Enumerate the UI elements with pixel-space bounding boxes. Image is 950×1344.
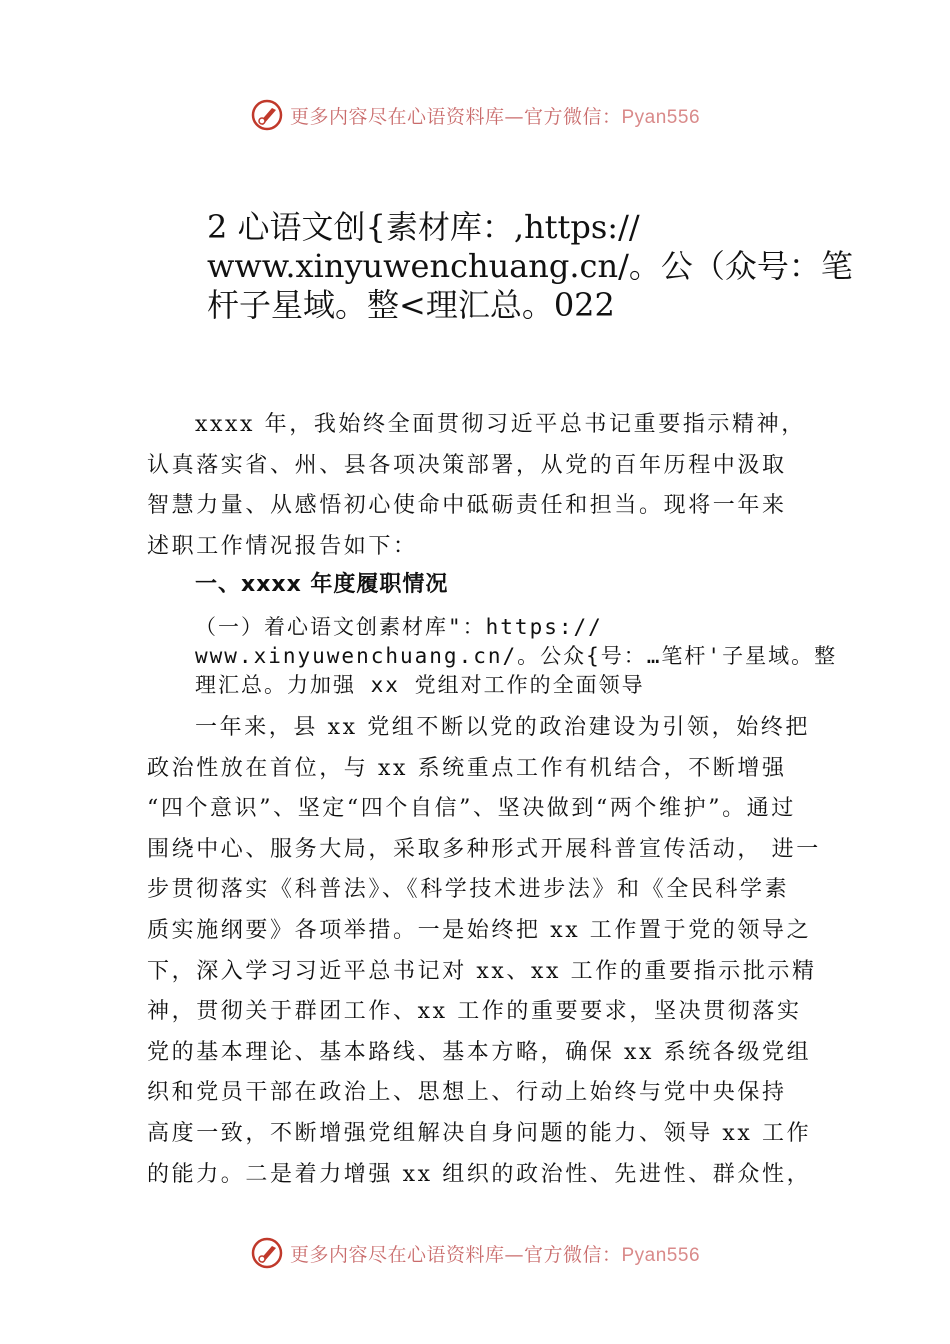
body-paragraph: [147, 708, 827, 1195]
banner-text: 更多内容尽在心语资料库—官方微信：Pyan556: [289, 105, 701, 128]
title-line: www.xinyuwenchuang.cn/。公（众号：笔: [207, 247, 853, 285]
paragraph-line: 织和党员干部在政治上、思想上、行动上始终与党中央保持: [147, 1080, 787, 1106]
paragraph-line: 高度一致，不断增强党组解决自身问题的能力、领导 xx 工作: [147, 1120, 812, 1146]
paragraph-line: 认真落实省、州、县各项决策部署，从党的百年历程中汲取: [147, 452, 787, 478]
paragraph-line: 述职工作情况报告如下：: [147, 533, 418, 559]
paragraph-line: xxxx 年，我始终全面贯彻习近平总书记重要指示精神，: [195, 412, 806, 437]
subsection-line: 理汇总。力加强 xx 党组对工作的全面领导: [195, 673, 645, 697]
section-heading: 一、xxxx 年度履职情况: [195, 572, 449, 597]
paragraph-line: “四个意识”、坚定“四个自信”、坚决做到“两个维护”。通过: [147, 796, 796, 822]
paragraph-line: 围绕中心、服务大局，采取多种形式开展科普宣传活动， 进一: [147, 836, 821, 862]
pen-logo-icon: [250, 98, 284, 132]
paragraph-line: 神，贯彻关于群团工作、xx 工作的重要要求，坚决贯彻落实: [147, 999, 802, 1025]
document-title: [207, 208, 853, 325]
paragraph-line: 政治性放在首位，与 xx 系统重点工作有机结合，不断增强: [147, 755, 787, 781]
title-line: 杆子星域。整<理汇总。022: [207, 286, 615, 324]
paragraph-line: 步贯彻落实《科普法》、《科学技术进步法》和《全民科学素: [147, 877, 790, 903]
paragraph-line: 下，深入学习习近平总书记对 xx、xx 工作的重要指示批示精: [147, 958, 817, 984]
paragraph-line: 智慧力量、从感悟初心使命中砥砺责任和担当。现将一年来: [147, 493, 787, 519]
paragraph-line: 的能力。二是着力增强 xx 组织的政治性、先进性、群众性，: [147, 1161, 812, 1187]
subsection-heading: [195, 613, 845, 700]
header-banner: [0, 95, 950, 135]
banner-brand: Pyan556: [621, 1244, 701, 1266]
intro-paragraph: [147, 405, 827, 567]
title-line: 2 心语文创{素材库：,https://: [207, 208, 640, 246]
subsection-line: www.xinyuwenchuang.cn/。公众{号：…笔杆'子星域。整: [195, 644, 838, 668]
subsection-line: （一）着心语文创素材库"：https://: [195, 615, 603, 639]
banner-brand: Pyan556: [621, 106, 701, 128]
pen-logo-icon: [250, 1236, 284, 1270]
paragraph-line: 质实施纲要》各项举措。一是始终把 xx 工作置于党的领导之: [147, 917, 812, 943]
paragraph-line: 党的基本理论、基本路线、基本方略，确保 xx 系统各级党组: [147, 1039, 812, 1065]
footer-banner: [0, 1233, 950, 1273]
paragraph-line: 一年来，县 xx 党组不断以党的政治建设为引领，始终把: [195, 715, 811, 740]
banner-text: 更多内容尽在心语资料库—官方微信：Pyan556: [289, 1243, 701, 1266]
